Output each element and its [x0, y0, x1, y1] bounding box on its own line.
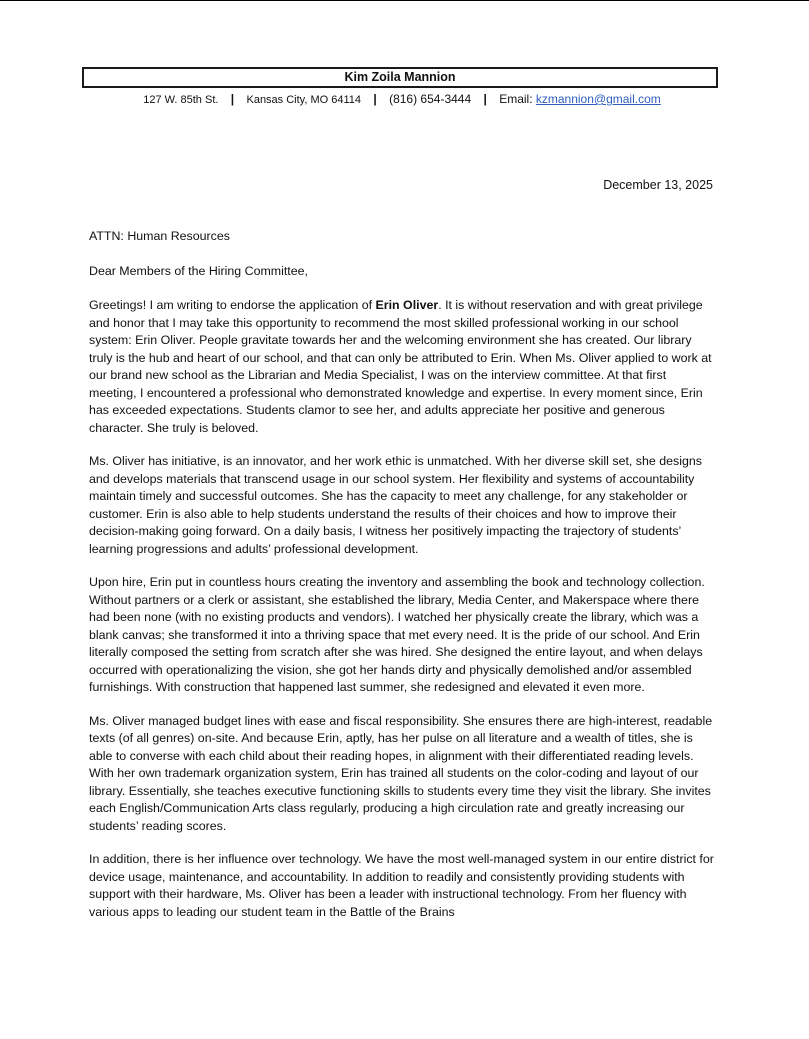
paragraph-1-intro: Greetings! I am writing to endorse the application of: [89, 298, 376, 312]
sender-name: Kim Zoila Mannion: [344, 70, 456, 84]
contact-separator: |: [373, 92, 377, 106]
attn-line: ATTN: Human Resources: [89, 229, 230, 243]
paragraph-2: Ms. Oliver has initiative, is an innovator, and her work ethic is unmatched. With her diverse skill set, she designs and develops materials that transcend usage in our school system. Her flexibility and systems of accountability maintain timely and successful outcomes. She has the capacity to meet any challenge, for any stakeholder or customer. Erin is also able to help students understand the results of their choices and how to improve their decision-making going forward. On a daily basis, I witness her positively impacting the trajectory of students’ learning progressions and adults’ professional development.: [89, 454, 702, 556]
paragraph-5: In addition, there is her influence over technology. We have the most well-managed system in our entire district for device usage, maintenance, and accountability. In addition to readily and consistently providing students with support with their hardware, Ms. Oliver has been a leader with instructional technology. From her fluency with various apps to leading our student team in the Battle of the Brains: [89, 852, 714, 919]
salutation: Dear Members of the Hiring Committee,: [89, 263, 308, 278]
paragraph-1-rest: . It is without reservation and with great privilege and honor that I may take this opportunity to recommend the most skilled professional working in our school system: Erin Oliver. People gravitate towards her and the welcoming environment she has created. Our library truly is the hub and heart of our school, and that can only be attributed to Erin. When Ms. Oliver applied to work at our brand new school as the Librarian and Media Specialist, I was on the interview committee. At that first meeting, I encountered a professional who demonstrated knowledge and expertise. In every moment since, Erin has exceeded expectations. Students clamor to see her, and adults appreciate her positive and generous character. She truly is beloved.: [89, 298, 712, 435]
letter-date: December 13, 2025: [603, 178, 713, 192]
paragraph-4: Ms. Oliver managed budget lines with ease and fiscal responsibility. She ensures there are high-interest, readable texts (of all genres) on-site. And because Erin, aptly, has her pulse on all literature and a wealth of titles, she is able to converse with each child about their reading hopes, in alignment with their differentiated reading levels. With her own trademark organization system, Erin has trained all students on the color-coding and layout of our library. Essentially, she teaches executive functioning skills to students every time they visit the library. She invites each English/Communication Arts class regularly, producing a high circulation rate and greatly increasing our students’ reading scores.: [89, 713, 713, 833]
sender-city: Kansas City, MO 64114: [246, 94, 362, 106]
contact-separator: |: [483, 92, 487, 106]
letterhead-name-box: [82, 67, 718, 88]
paragraph-1: [89, 297, 717, 437]
letterhead-contact-line: [82, 92, 722, 108]
email-link[interactable]: kzmannion@gmail.com: [535, 92, 661, 106]
contact-separator: |: [230, 92, 235, 106]
letter-body: [89, 228, 717, 937]
page-top-border: [0, 0, 809, 1]
sender-address: 127 W. 85th St.: [143, 94, 219, 106]
candidate-name: Erin Oliver: [375, 298, 439, 312]
sender-phone: (816) 654-3444: [389, 92, 472, 106]
paragraph-3: Upon hire, Erin put in countless hours creating the inventory and assembling the book and technology collection. Without partners or a clerk or assistant, she established the library, Media Center, and Makerspace where there had been none (with no existing products and vendors). I watched her physically create the library, which was a blank canvas; she transformed it into a thriving space that met every need. It is the pride of our school. And Erin literally composed the setting from scratch after she was hired. She designed the entire layout, and when delays occurred with operationalizing the vision, she got her hands dirty and physically demolished and/or assembled furnishings. With construction that happened last summer, she redesigned and elevated it even more.: [89, 575, 705, 694]
email-label: Email:: [499, 92, 533, 106]
